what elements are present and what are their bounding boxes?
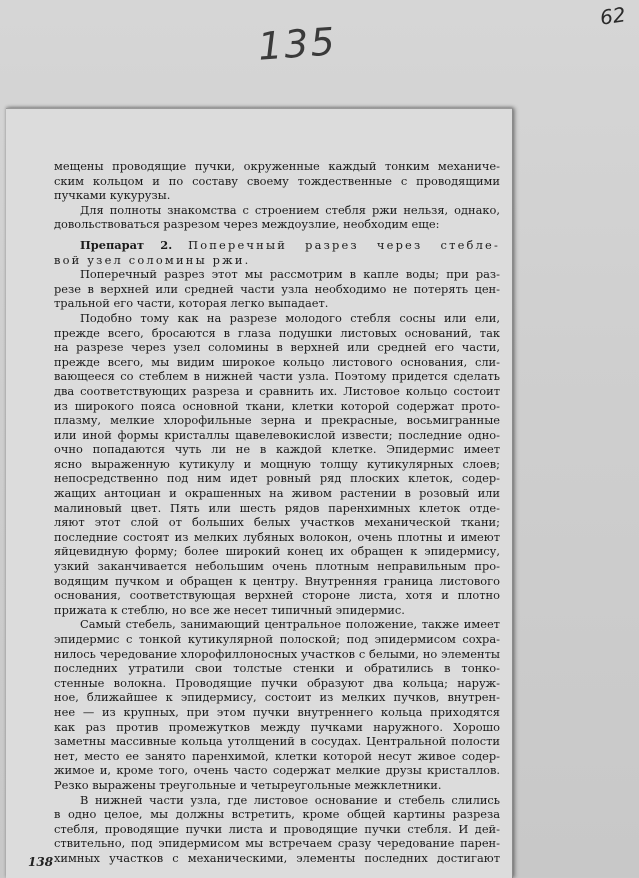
text-line: два соответствующих разреза и сравнить их. Листовое кольцо состоит bbox=[54, 383, 500, 398]
text-line: прежде всего, мы видим широкое кольцо листового основания, сли- bbox=[54, 354, 500, 369]
text-line: последних утратили свои толстые стенки и обратились в тонко- bbox=[54, 661, 500, 676]
paragraph-5 bbox=[54, 311, 500, 617]
text-line: ствительно, под эпидермисом мы встречаем сразу чередование парен- bbox=[54, 836, 500, 851]
page-text bbox=[54, 159, 500, 866]
text-line: очно попадаются чуть ли не в каждой клетке. Эпидермис имеет bbox=[54, 442, 500, 457]
text-line: ясно выраженную кутикулу и мощную толщу кутикулярных слоев; bbox=[54, 456, 500, 471]
text-line: прежде всего, бросаются в глаза подушки листовых оснований, так bbox=[54, 325, 500, 340]
book-page bbox=[6, 108, 513, 878]
preparation-title: Поперечный разрез через стебле- bbox=[188, 237, 500, 252]
handwritten-corner-number: 62 bbox=[598, 2, 627, 30]
text-line: на разрезе через узел соломины в верхней или средней его части, bbox=[54, 340, 500, 355]
heading-line: вой узел соломины ржи. bbox=[54, 252, 251, 267]
text-line: жащих антоциан и окрашенных на живом растении в розовый или bbox=[54, 486, 500, 501]
text-line: эпидермис с тонкой кутикулярной полоской; под эпидермисом сохра- bbox=[54, 632, 500, 646]
text-line: вающееся со стеблем в нижней части узла. Поэтому придется сделать bbox=[54, 369, 500, 384]
text-line: В нижней части узла, где листовое основание и стебель слились bbox=[80, 792, 500, 807]
text-line: последние состоят из мелких лубяных волокон, очень плотны и имеют bbox=[54, 529, 500, 544]
text-line: заметны массивные кольца утолщений в сосудах. Центральной полости bbox=[54, 734, 500, 749]
paragraph-1 bbox=[54, 159, 500, 203]
text-line: стенные волокна. Проводящие пучки образуют два кольца; наруж- bbox=[54, 675, 500, 690]
text-line: Для полноты знакомства с строением стебля ржи нельзя, однако, bbox=[80, 202, 500, 217]
text-line: довольствоваться разрезом через междоузлие, необходим еще: bbox=[54, 217, 440, 232]
paragraph-2 bbox=[54, 203, 500, 232]
page-number: 138 bbox=[28, 855, 54, 869]
text-line: в одно целое, мы должны встретить, кроме общей картины разреза bbox=[54, 807, 500, 822]
paragraph-4 bbox=[54, 267, 500, 311]
text-line: тральной его части, которая легко выпадает. bbox=[54, 296, 329, 311]
text-line: Резко выражены треугольные и четыреугольные межклетники. bbox=[54, 777, 442, 792]
text-line: водящим пучком и обращен к центру. Внутренняя граница листового bbox=[54, 573, 500, 588]
text-line: или иной формы кристаллы щавелевокислой извести; последние одно- bbox=[54, 427, 500, 442]
text-line: пучками кукурузы. bbox=[54, 188, 171, 203]
preparation-heading bbox=[54, 238, 500, 267]
text-line: непосредственно под ним идет ровный ряд плоских клеток, содер- bbox=[54, 471, 500, 486]
text-line: Подобно тому как на разрезе молодого стебля сосны или ели, bbox=[80, 310, 500, 325]
text-line: резе в верхней или средней части узла необходимо не потерять цен- bbox=[54, 281, 500, 296]
text-line: малиновый цвет. Пять или шесть рядов паренхимных клеток отде- bbox=[54, 500, 500, 515]
text-line: прижата к стеблю, но все же несет типичный эпидермис. bbox=[54, 602, 405, 617]
text-line: как раз против промежутков между пучками наружного. Хорошо bbox=[54, 719, 500, 734]
text-line: жимое и, кроме того, очень часто содержат мелкие друзы кристаллов. bbox=[54, 763, 500, 778]
handwritten-sheet-number: 135 bbox=[256, 19, 338, 69]
text-line: мещены проводящие пучки, окруженные каждый тонким механиче- bbox=[54, 159, 500, 173]
text-line: Поперечный разрез этот мы рассмотрим в капле воды; при раз- bbox=[80, 267, 500, 282]
text-line: из широкого пояса основной ткани, клетки которой содержат прото- bbox=[54, 398, 500, 413]
text-line: ским кольцом и по составу своему тождественные с проводящими bbox=[54, 173, 500, 188]
text-line: стебля, проводящие пучки листа и проводящие пучки стебля. И дей- bbox=[54, 821, 500, 836]
text-line: ное, ближайшее к эпидермису, состоит из мелких пучков, внутрен- bbox=[54, 690, 500, 705]
text-line: нилось чередование хлорофиллоносных участков с белыми, но элементы bbox=[54, 646, 500, 661]
text-line: химных участков с механическими, элементы последних достигают bbox=[54, 850, 500, 865]
paragraph-6 bbox=[54, 617, 500, 792]
text-line: Самый стебель, занимающий центральное положение, также имеет bbox=[80, 617, 500, 632]
text-line: нет, место ее занято паренхимой, клетки которой несут живое содер- bbox=[54, 748, 500, 763]
text-line: плазму, мелкие хлорофильные зерна и прекрасные, восьмигранные bbox=[54, 413, 500, 428]
text-line: ляют этот слой от больших белых участков механической ткани; bbox=[54, 515, 500, 530]
text-line: яйцевидную форму; более широкий конец их обращен к эпидермису, bbox=[54, 544, 500, 559]
text-line: нее — из крупных, при этом пучки внутреннего кольца приходятся bbox=[54, 704, 500, 719]
paragraph-7 bbox=[54, 793, 500, 866]
text-line: узкий заканчивается небольшим очень плотным неправильным про- bbox=[54, 559, 500, 574]
heading-line bbox=[54, 238, 500, 253]
preparation-label: Препарат 2. bbox=[80, 237, 173, 252]
text-line: основания, соответствующая верхней стороне листа, хотя и плотно bbox=[54, 588, 500, 603]
